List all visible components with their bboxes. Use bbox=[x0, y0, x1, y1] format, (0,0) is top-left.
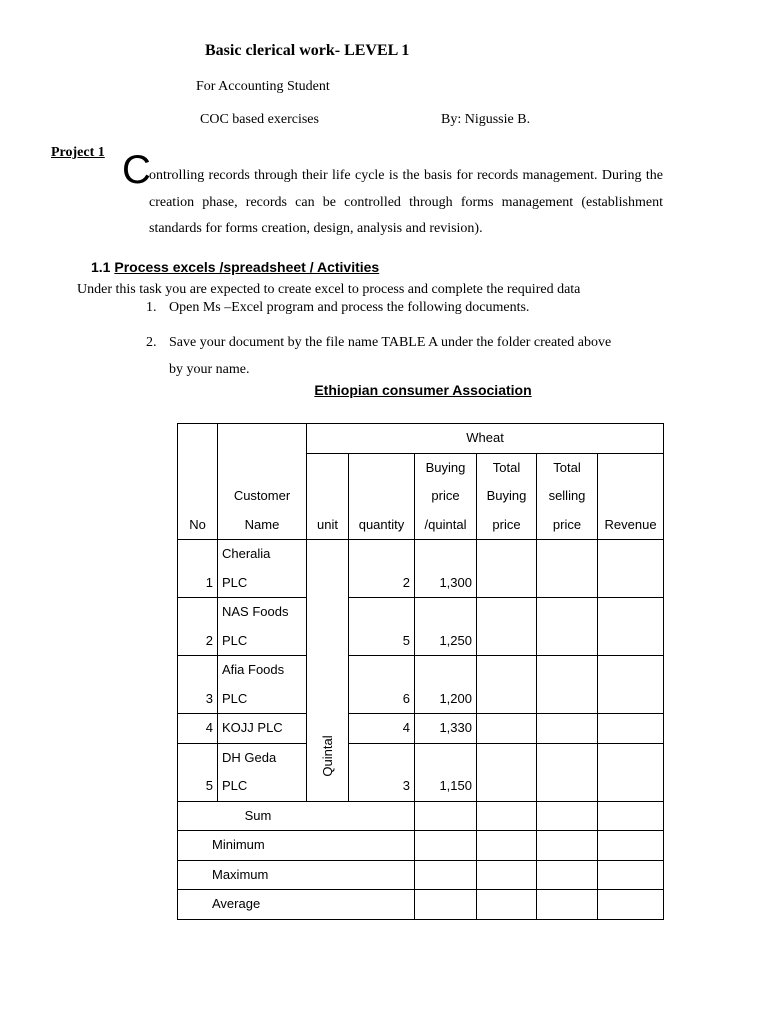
cell-customer bbox=[218, 656, 307, 714]
cell-empty bbox=[477, 598, 537, 656]
cell-no: 2 bbox=[178, 598, 218, 656]
cell-empty bbox=[537, 860, 598, 890]
project-paragraph: ontrolling records through their life cycle is the basis for records management. During the creation phase, records can be controlled through forms management (establishment standards for forms creation, design, analysis and revision). bbox=[149, 168, 663, 236]
table-row bbox=[178, 714, 664, 744]
cell-quantity: 5 bbox=[349, 598, 415, 656]
cell-empty bbox=[537, 831, 598, 861]
table-row-average bbox=[178, 890, 664, 920]
cell-empty bbox=[537, 540, 598, 598]
cell-text: NAS Foods bbox=[222, 604, 289, 619]
cell-empty bbox=[537, 801, 598, 831]
table-title: Ethiopian consumer Association bbox=[314, 382, 532, 398]
cell-text: Cheralia bbox=[222, 546, 271, 561]
list-text: Open Ms –Excel program and process the following documents. bbox=[169, 300, 530, 315]
header-text: Buying bbox=[486, 488, 527, 503]
header-text: price bbox=[431, 488, 460, 503]
cell-customer bbox=[218, 540, 307, 598]
section-title: Process excels /spreadsheet / Activities bbox=[114, 259, 380, 275]
cell-empty bbox=[537, 743, 598, 801]
cell-no: 3 bbox=[178, 656, 218, 714]
cell-empty bbox=[477, 801, 537, 831]
cell-text: PLC bbox=[222, 632, 248, 648]
header-text: Total bbox=[492, 459, 521, 475]
cell-quantity: 4 bbox=[349, 714, 415, 744]
cell-aggregate-label: Average bbox=[178, 890, 415, 920]
cell-empty bbox=[415, 860, 477, 890]
cell-aggregate-label: Minimum bbox=[178, 831, 415, 861]
cell-empty bbox=[598, 598, 664, 656]
list-number: 1. bbox=[146, 300, 157, 315]
cell-no: 5 bbox=[178, 743, 218, 801]
cell-text: PLC bbox=[222, 778, 248, 793]
cell-empty bbox=[415, 890, 477, 920]
document-title: Basic clerical work- LEVEL 1 bbox=[205, 42, 410, 59]
list-number: 2. bbox=[146, 335, 157, 350]
cell-empty bbox=[477, 890, 537, 920]
list-text: Save your document by the file name TABLE A under the folder created above bbox=[169, 335, 612, 350]
section-number: 1.1 bbox=[91, 259, 111, 275]
header-text: selling bbox=[548, 488, 586, 503]
cell-empty bbox=[537, 714, 598, 744]
cell-unit bbox=[307, 540, 349, 802]
header-buying-price bbox=[415, 453, 477, 540]
cell-empty bbox=[477, 714, 537, 744]
table-row-minimum bbox=[178, 831, 664, 861]
header-text: price bbox=[492, 516, 521, 532]
cell-empty bbox=[598, 743, 664, 801]
unit-label: Quintal bbox=[319, 734, 335, 777]
cell-price: 1,300 bbox=[415, 540, 477, 598]
table-row bbox=[178, 598, 664, 656]
cell-price: 1,200 bbox=[415, 656, 477, 714]
cell-empty bbox=[598, 890, 664, 920]
document-subtitle: For Accounting Student bbox=[196, 79, 330, 94]
cell-empty bbox=[598, 656, 664, 714]
cell-aggregate-label: Maximum bbox=[178, 860, 415, 890]
cell-empty bbox=[598, 860, 664, 890]
cell-empty bbox=[477, 743, 537, 801]
cell-text: PLC bbox=[222, 690, 248, 706]
header-quantity: quantity bbox=[349, 453, 415, 540]
header-total-buying bbox=[477, 453, 537, 540]
header-unit: unit bbox=[307, 453, 349, 540]
list-item bbox=[146, 300, 529, 316]
table-header-row bbox=[178, 424, 664, 454]
cell-customer bbox=[218, 598, 307, 656]
header-text: Total bbox=[553, 459, 581, 475]
cell-quantity: 6 bbox=[349, 656, 415, 714]
cell-no: 4 bbox=[178, 714, 218, 744]
header-text: Buying bbox=[425, 459, 466, 475]
cell-empty bbox=[598, 831, 664, 861]
cell-customer: KOJJ PLC bbox=[218, 714, 307, 744]
list-text-continuation: by your name. bbox=[169, 362, 250, 377]
header-text: price bbox=[552, 516, 582, 532]
document-author: By: Nigussie B. bbox=[441, 112, 531, 127]
header-no: No bbox=[178, 424, 218, 540]
table-row bbox=[178, 743, 664, 801]
cell-text: Afia Foods bbox=[222, 662, 285, 677]
cell-price: 1,150 bbox=[415, 743, 477, 801]
header-text: /quintal bbox=[424, 516, 467, 532]
cell-text: DH Geda bbox=[222, 749, 277, 765]
header-customer bbox=[218, 424, 307, 540]
cell-empty bbox=[537, 890, 598, 920]
section-intro: Under this task you are expected to create excel to process and complete the required data bbox=[77, 282, 581, 297]
table-row bbox=[178, 656, 664, 714]
header-customer-line1: Customer bbox=[233, 488, 291, 503]
cell-quantity: 2 bbox=[349, 540, 415, 598]
cell-aggregate-label: Sum bbox=[178, 801, 415, 831]
cell-price: 1,250 bbox=[415, 598, 477, 656]
cell-text: PLC bbox=[222, 574, 248, 590]
drop-cap: C bbox=[122, 148, 151, 192]
cell-empty bbox=[415, 831, 477, 861]
project-label: Project 1 bbox=[51, 145, 105, 160]
cell-empty bbox=[477, 656, 537, 714]
cell-empty bbox=[477, 860, 537, 890]
cell-empty bbox=[477, 540, 537, 598]
cell-empty bbox=[598, 540, 664, 598]
list-item bbox=[146, 329, 666, 383]
data-table bbox=[177, 423, 664, 920]
table-row-maximum bbox=[178, 860, 664, 890]
cell-empty bbox=[598, 801, 664, 831]
header-customer-line2: Name bbox=[244, 516, 280, 532]
table-row-sum bbox=[178, 801, 664, 831]
cell-empty bbox=[537, 656, 598, 714]
header-wheat: Wheat bbox=[307, 424, 664, 454]
cell-quantity: 3 bbox=[349, 743, 415, 801]
cell-empty bbox=[537, 598, 598, 656]
table-row bbox=[178, 540, 664, 598]
cell-empty bbox=[598, 714, 664, 744]
header-total-selling bbox=[537, 453, 598, 540]
cell-empty bbox=[477, 831, 537, 861]
cell-no: 1 bbox=[178, 540, 218, 598]
cell-empty bbox=[415, 801, 477, 831]
section-heading bbox=[91, 259, 379, 275]
cell-price: 1,330 bbox=[415, 714, 477, 744]
document-line: COC based exercises bbox=[200, 112, 319, 127]
header-revenue: Revenue bbox=[598, 453, 664, 540]
cell-customer bbox=[218, 743, 307, 801]
